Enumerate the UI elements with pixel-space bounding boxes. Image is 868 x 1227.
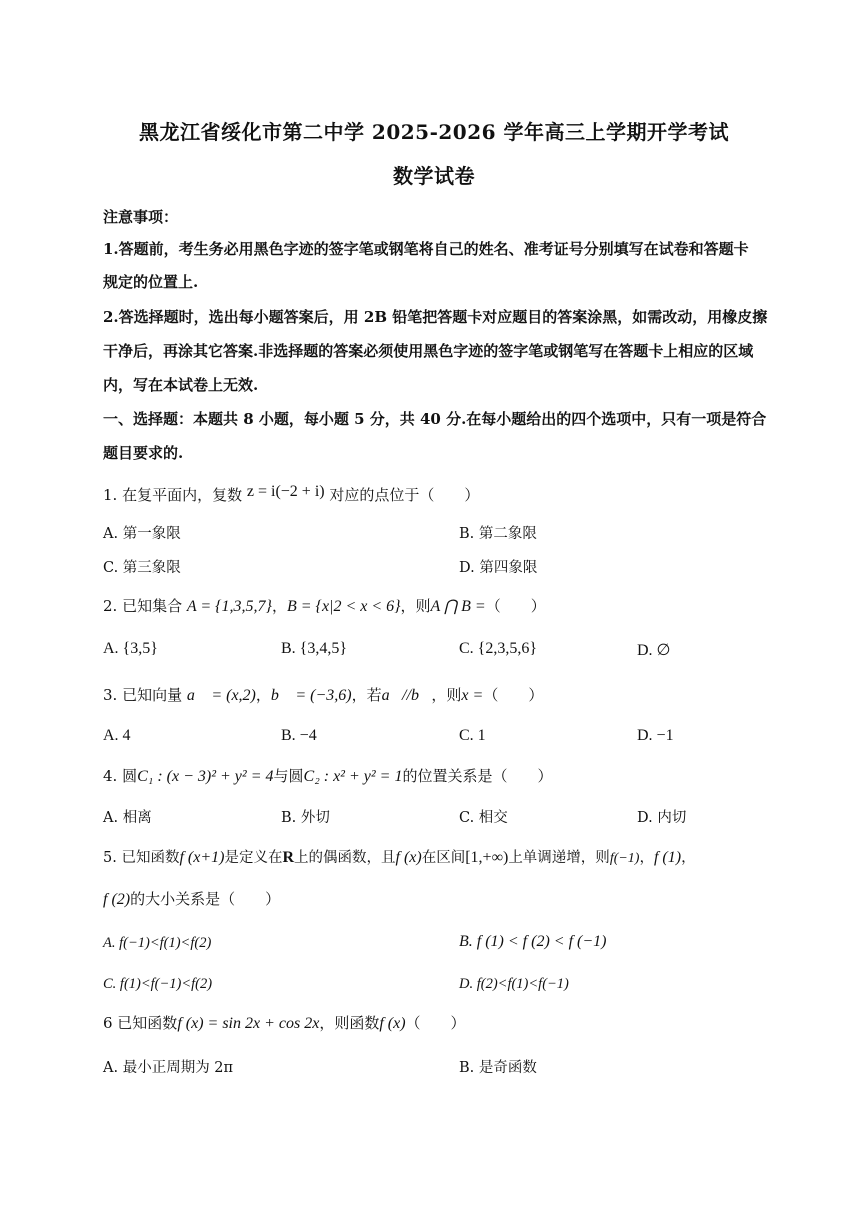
q5-text-pre: 5. 已知函数 [103,850,180,866]
q4-text-post: 的位置关系是（ ） [402,767,553,785]
q4-option-c: C. 相交 [459,810,508,826]
q6-math-function: f (x) = sin 2x + cos 2x [177,1015,320,1032]
q4-text-pre: 4. 圆 [103,767,138,785]
q1-option-a: A. 第一象限 [103,526,181,542]
q5-math-f-1: f (1) [653,849,682,866]
q5-math-f-x-plus-1: f (x+1) [179,849,225,866]
q4-option-b: B. 外切 [281,810,330,826]
q3-math-vector-a: a⃗ = (x,2) [186,687,256,704]
q5-sep2: ， [681,850,696,866]
exam-subtitle: 数学试卷 [393,164,475,188]
q5-text-post: 的大小关系是（ ） [130,890,281,908]
q2-option-d: D. ∅ [637,642,671,659]
notice-item-2-line-3: 内，写在本试卷上无效. [103,376,259,394]
q3-option-b: B. −4 [281,727,317,744]
q5-mid3: 在区间 [421,850,466,866]
q2-math-set-a: A = {1,3,5,7} [186,598,272,615]
question-5-stem-line-1 [103,846,696,867]
q3-option-a: A. 4 [103,727,131,744]
q1-option-c: C. 第三象限 [103,560,181,576]
question-5-stem-line-2 [103,888,280,909]
q3-option-d: D. −1 [637,727,674,744]
q1-option-b: B. 第二象限 [459,526,537,542]
q6-text-pre: 6 已知函数 [103,1014,178,1032]
exam-title: 黑龙江省绥化市第二中学 2025-2026 学年高三上学期开学考试 [138,120,730,144]
question-2-stem [103,595,546,616]
notice-heading: 注意事项： [103,208,179,226]
q5-mid1: 是定义在 [224,850,283,866]
q5-math-reals: R [282,849,295,866]
q2-text-post: （ ） [485,597,546,615]
q6-math-f-x: f (x) [379,1015,406,1032]
q5-math-interval: [1,+∞) [465,849,509,866]
q2-option-b: B. {3,4,5} [281,640,348,657]
q6-option-a: A. 最小正周期为 2π [103,1060,234,1076]
q3-mid: ，若 [351,686,382,704]
q2-mid: ，则 [400,597,431,615]
question-3-stem [103,684,543,705]
section-1-line-1: 一、选择题：本题共 8 小题，每小题 5 分，共 40 分.在每小题给出的四个选项中，只有一项是符合 [103,410,767,428]
q5-math-f-x: f (x) [395,849,422,866]
notice-item-1-line-2: 规定的位置上. [103,273,199,291]
q4-mid: 与圆 [273,767,304,785]
q3-text-post: （ ） [483,686,544,704]
section-1-line-2: 题目要求的. [103,444,184,462]
q1-option-d: D. 第四象限 [459,560,538,576]
q3-math-x: x = [461,687,484,704]
q5-option-c: C. f(1)<f(−1)<f(2) [103,976,213,992]
question-4-stem [103,765,552,786]
question-6-stem [103,1012,466,1033]
notice-item-2-line-1: 2.答选择题时，选出每小题答案后，用 2B 铅笔把答题卡对应题目的答案涂黑，如需改动，用橡皮擦 [103,308,768,326]
q5-option-b: B. f (1) < f (2) < f (−1) [459,933,607,950]
q1-text-post: 对应的点位于（ ） [329,486,480,504]
q2-sep: ， [271,597,287,615]
q6-option-b: B. 是奇函数 [459,1060,537,1076]
q1-math: z = i(−2 + i) [246,483,325,500]
q3-math-vector-b: b⃗ = (−3,6) [270,687,352,704]
q6-mid: ，则函数 [319,1014,380,1032]
q5-option-a: A. f(−1)<f(1)<f(2) [103,935,212,951]
q5-mid2: 上的偶函数，且 [294,850,396,866]
q3-mid2: ，则 [431,686,462,704]
q4-math-circle-1: C₁ : (x − 3)² + y² = 4 [137,768,274,785]
q4-option-d: D. 内切 [637,810,687,826]
q2-math-set-b: B = {x|2 < x < 6} [286,598,401,615]
q5-option-d: D. f(2)<f(1)<f(−1) [459,976,569,992]
q2-text-pre: 2. 已知集合 [103,597,183,615]
q3-text-pre: 3. 已知向量 [103,686,183,704]
q3-sep: ， [255,686,271,704]
notice-item-2-line-2: 干净后，再涂其它答案.非选择题的答案必须使用黑色字迹的签字笔或钢笔写在答题卡上相应的区域 [103,342,754,360]
q2-option-c: C. {2,3,5,6} [459,640,538,657]
q2-option-a: A. {3,5} [103,640,158,657]
q5-math-f-neg1: f(−1) [609,851,640,866]
notice-item-1-line-1: 1.答题前，考生务必用黑色字迹的签字笔或钢笔将自己的姓名、准考证号分别填写在试卷和答题卡 [103,240,749,258]
q5-sep: ， [639,850,654,866]
q2-math-intersection: A ⋂ B = [430,598,486,615]
q3-math-parallel: a⃗//b⃗ [381,687,432,704]
question-1-stem [103,484,479,505]
q4-option-a: A. 相离 [103,810,152,826]
q6-text-post: （ ） [405,1014,466,1032]
q5-mid4: 上单调递增，则 [508,850,610,866]
q1-text-pre: 1. 在复平面内，复数 [103,486,243,504]
q5-math-f-2: f (2) [103,891,131,908]
q3-option-c: C. 1 [459,727,486,744]
q4-math-circle-2: C₂ : x² + y² = 1 [303,768,403,785]
